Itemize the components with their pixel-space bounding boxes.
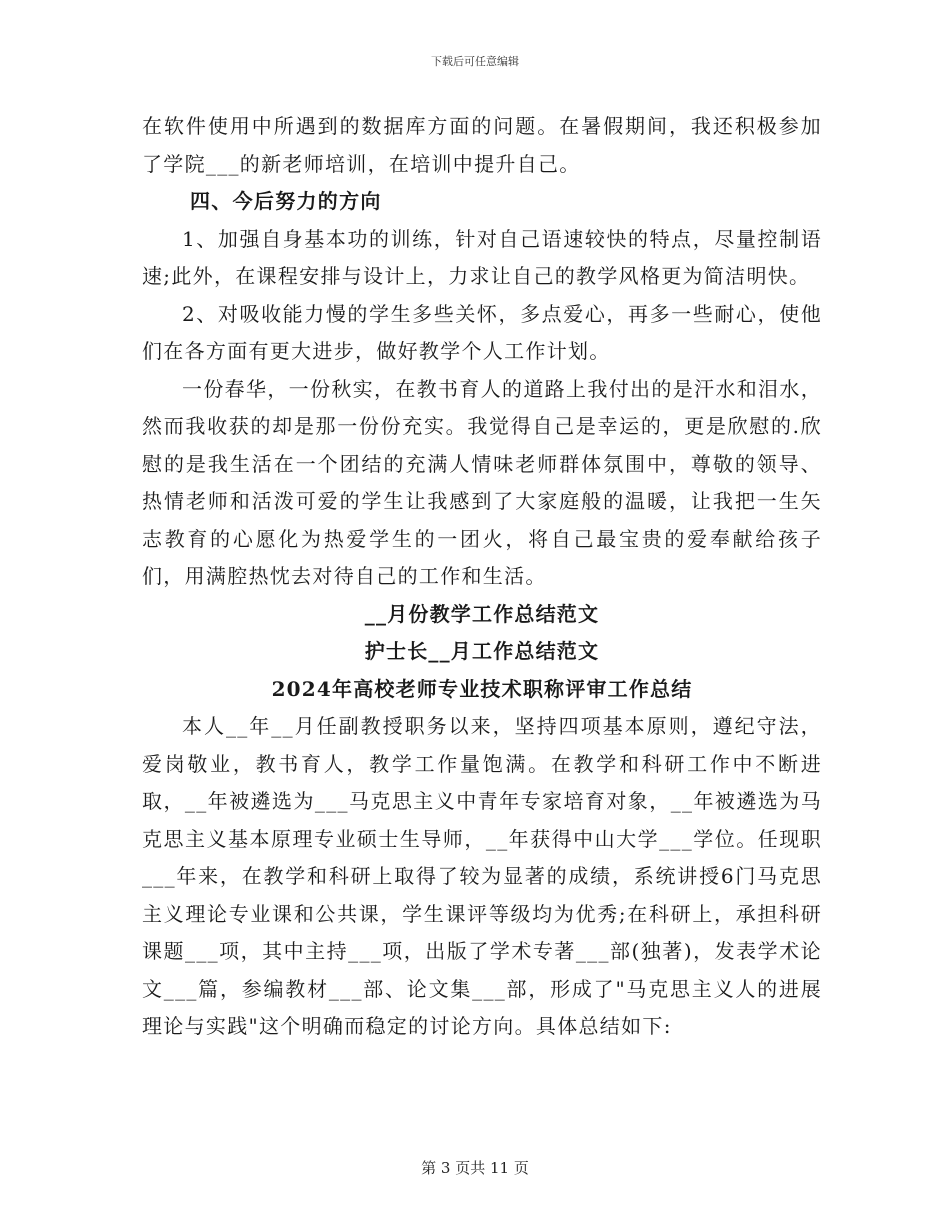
list-item-2: 2、对吸收能力慢的学生多些关怀，多点爱心，再多一些耐心，使他们在各方面有更大进步，做好教学个人工作计划。 <box>142 301 822 363</box>
page-header: 下载后可任意编辑 <box>431 55 519 68</box>
list-item-1: 1、加强自身基本功的训练，针对自己语速较快的特点，尽量控制语速;此外，在课程安排与设计上，力求让自己的教学风格更为简洁明快。 <box>142 226 822 288</box>
title-professional-title-review: 2024年高校老师专业技术职称评审工作总结 <box>271 676 693 701</box>
paragraph-closing: 一份春华，一份秋实，在教书育人的道路上我付出的是汗水和泪水，然而我收获的却是那一份份充实。我觉得自己是幸运的，更是欣慰的.欣慰的是我生活在一个团结的充满人情味老师群体氛围中，尊敬的领导、热情老师和活泼可爱的学生让我感到了大家庭般的温暖，让我把一生矢志教育的心愿化为热爱学生的一团火，将自己最宝贵的爱奉献给孩子们，用满腔热忱去对待自己的工作和生活。 <box>142 376 822 588</box>
section-heading-future-direction: 四、今后努力的方向 <box>190 189 382 213</box>
paragraph-training: 在软件使用中所遇到的数据库方面的问题。在暑假期间，我还积极参加了学院___的新老师培训，在培训中提升自己。 <box>142 114 822 176</box>
title-head-nurse-summary: 护士长__月工作总结范文 <box>364 639 600 663</box>
paragraph-work-summary: 本人__年__月任副教授职务以来，坚持四项基本原则，遵纪守法，爱岗敬业，教书育人，教学工作量饱满。在教学和科研工作中不断进取，__年被遴选为___马克思主义中青年专家培育对象，__年被遴选为马克思主义基本原理专业硕士生导师，__年获得中山大学___学位。任现职___年来，在教学和科研上取得了较为显著的成绩，系统讲授6门马克思主义理论专业课和公共课，学生课评等级均为优秀;在科研上，承担科研课题___项，其中主持___项，出版了学术专著___部(独著)，发表学术论文___篇，参编教材___部、论文集___部，形成了"马克思主义人的进展理论与实践"这个明确而稳定的讨论方向。具体总结如下: <box>142 714 822 1038</box>
document-body <box>142 108 822 1046</box>
page-footer: 第 3 页共 11 页 <box>421 1159 529 1177</box>
title-monthly-teaching-summary: __月份教学工作总结范文 <box>364 601 600 626</box>
